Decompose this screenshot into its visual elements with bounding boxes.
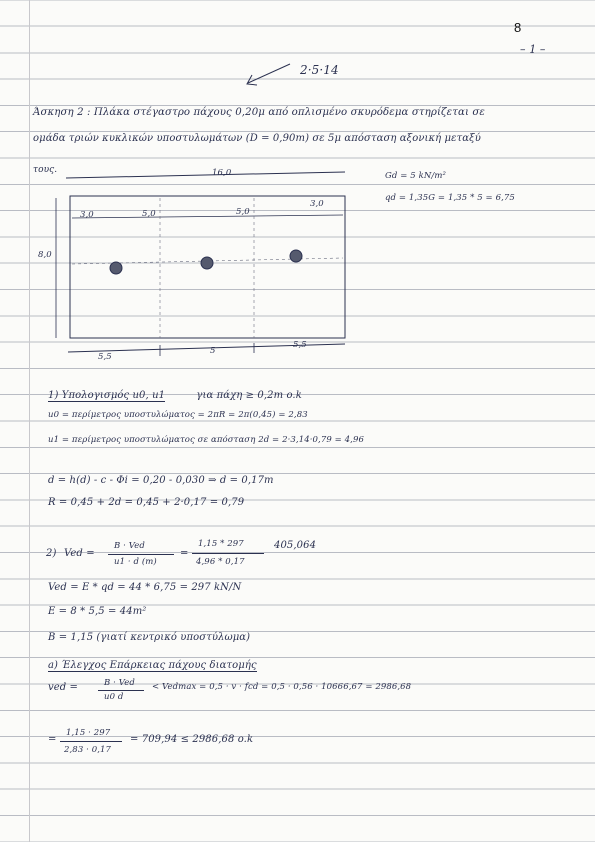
problem-line-1: Άσκηση 2 : Πλάκα στέγαστρο πάχους 0,20μ από οπλισμένο σκυρόδεμα στηρίζεται σε [33,107,485,118]
section-1-title-note: για πάχη ≥ 0,2m o.k [196,390,302,401]
column-2 [201,257,213,269]
section-2-frac-den: u1 · d (m) [114,557,157,567]
column-3 [290,250,302,262]
dim-sub-2: 5,0 [142,209,156,219]
section-2-result: 405,064 [274,540,317,551]
section-2-label: 2) [46,548,57,559]
section-2-ved: Ved = E * qd = 44 * 6,75 = 297 kN/N [48,582,242,593]
section-a-inequality: < Vedmax = 0,5 · v · fcd = 0,5 · 0,56 · 10666,67 = 2986,68 [152,682,412,692]
section-a-lhs: ved = [48,682,79,693]
dim-bottom-1: 5,5 [98,352,112,362]
section-1-R: R = 0,45 + 2d = 0,45 + 2·0,17 = 0,79 [48,497,245,508]
section-a-calc-bar [60,741,122,742]
section-a-calc-result: = 709,94 ≤ 2986,68 o.k [130,734,254,745]
dim-left: 8,0 [38,250,52,260]
section-2-B: B = 1,15 (γιατί κεντρικό υποστύλωμα) [48,632,251,643]
header-arrow-line [248,64,290,83]
section-a-calc-num: 1,15 · 297 [66,728,111,738]
section-a-calc-eq: = [48,734,57,745]
header-ref: 2·5·14 [300,63,339,77]
sub-dimension-line [72,215,343,218]
section-2-E: E = 8 * 5,5 = 44m² [48,606,147,617]
section-1-u1: u1 = περίμετρος υποστυλώματος σε απόσταση 2d = 2·3,14·0,79 = 4,96 [48,435,364,445]
dim-sub-3: 5,0 [236,207,250,217]
section-2-lhs: Ved = [64,548,95,559]
section-a-frac-den: u0 d [104,692,124,702]
problem-line-3: τους. [33,165,58,175]
load-qd: qd = 1,35G = 1,35 * 5 = 6,75 [385,193,515,203]
section-1-title [48,390,302,401]
section-a-title-text: a) Έλεγχος Επάρκειας πάχους διατομής [48,660,257,671]
dim-bottom-3: 5,5 [293,340,307,350]
section-2-value-num: 1,15 * 297 [198,539,244,549]
header-page-mark: – 1 – [520,43,546,56]
dim-sub-1: 3,0 [80,210,94,220]
section-a-frac-bar [98,690,144,691]
section-a-title [48,660,257,671]
problem-line-2: ομάδα τριών κυκλικών υποστυλωμάτων (D = 0,90m) σε 5μ απόσταση αξονική μεταξύ [33,133,481,144]
section-2-frac-num: B · Ved [114,541,145,551]
section-2-value-bar [192,553,264,554]
section-2-eq: = [180,548,189,559]
page-number: 8 [514,20,522,35]
dim-top-total: 16,0 [212,168,232,178]
section-2-frac-bar [108,554,174,555]
load-gd: Gd = 5 kN/m² [385,171,446,181]
top-dimension-line [66,172,345,178]
section-1-d: d = h(d) - c - Φi = 0,20 - 0,030 ⇒ d = 0,17m [48,475,274,486]
section-a-calc-den: 2,83 · 0,17 [64,745,112,755]
dim-sub-4: 3,0 [310,199,324,209]
section-1-u0: u0 = περίμετρος υποστυλώματος = 2πR = 2π(0,45) = 2,83 [48,410,308,420]
section-1-title-text: 1) Υπολογισμός u0, u1 [48,390,166,401]
column-1 [110,262,122,274]
section-2-value-den: 4,96 * 0,17 [196,557,245,567]
dim-bottom-2: 5 [210,346,216,356]
section-a-frac-num: B · Ved [104,678,135,688]
